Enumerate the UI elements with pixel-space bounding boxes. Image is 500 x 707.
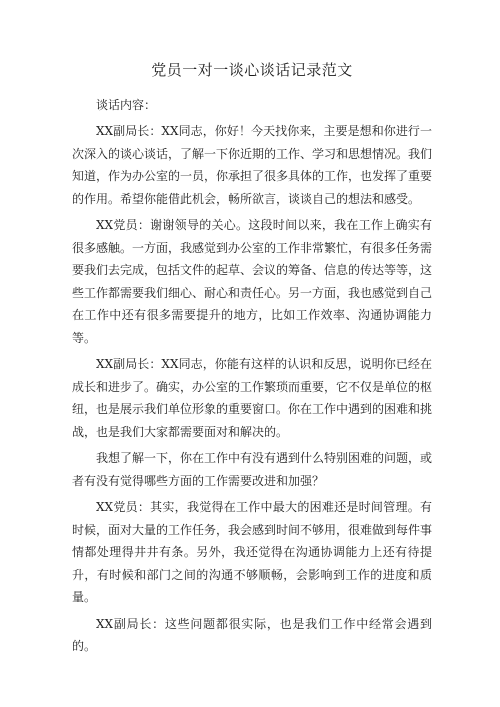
paragraph-3: XX副局长：XX同志，你能有这样的认识和反思，说明你已经在成长和进步了。确实，办公室的工作繁琐而重要，它不仅是单位的枢纽，也是展示我们单位形象的重要窗口。你在工作中遇到的困难和挑战，也是我们大家都需要面对和解决的。	[72, 357, 433, 439]
section-label: 谈话内容：	[96, 98, 157, 112]
paragraph-4: 我想了解一下，你在工作中有没有遇到什么特别困难的问题，或者有没有觉得哪些方面的工作需要改进和加强？	[72, 451, 433, 488]
paragraph-6: XX副局长：这些问题都很实际，也是我们工作中经常会遇到的。	[72, 616, 432, 653]
paragraph-2: XX党员：谢谢领导的关心。这段时间以来，我在工作上确实有很多感触。一方面，我感觉到办公室的工作非常繁忙，有很多任务需要我们去完成，包括文件的起草、会议的筹备、信息的传达等等，这些工作都需要我们细心、耐心和责任心。另一方面，我也感觉到自己在工作中还有很多需要提升的地方，比如工作效率、沟通协调能力等。	[72, 218, 433, 345]
paragraph-1: XX副局长：XX同志，你好！今天找你来，主要是想和你进行一次深入的谈心谈话，了解一下你近期的工作、学习和思想情况。我们知道，作为办公室的一员，你承担了很多具体的工作，也发挥了重要的作用。希望你能借此机会，畅所欲言，谈谈自己的想法和感受。	[72, 124, 433, 206]
paragraph-5: XX党员：其实，我觉得在工作中最大的困难还是时间管理。有时候，面对大量的工作任务，我会感到时间不够用，很难做到每件事情都处理得井井有条。另外，我还觉得在沟通协调能力上还有待提升，有时候和部门之间的沟通不够顺畅，会影响到工作的进度和质量。	[72, 500, 433, 604]
document-title: 党员一对一谈心谈话记录范文	[151, 61, 353, 79]
